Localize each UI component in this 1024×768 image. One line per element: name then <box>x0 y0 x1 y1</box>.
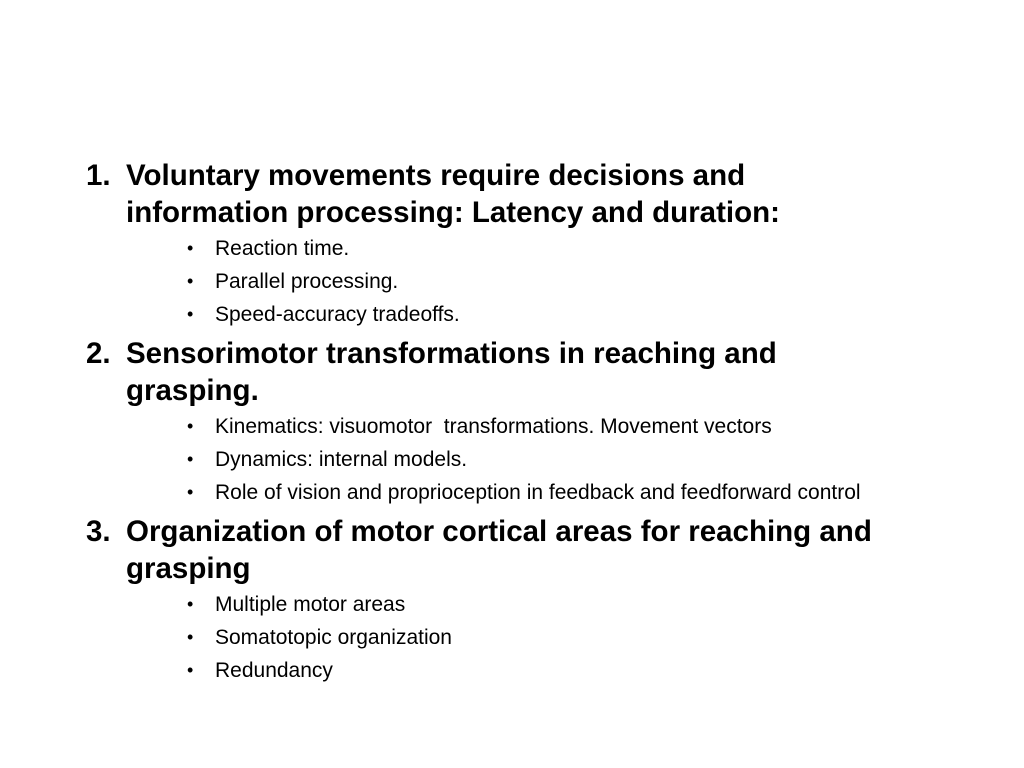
topic-heading <box>86 157 986 231</box>
bullet-text: Parallel processing. <box>215 270 399 293</box>
bullet-text: Reaction time. <box>215 237 350 260</box>
topic-heading <box>86 513 986 587</box>
list-item <box>187 480 986 505</box>
topic-title: Organization of motor cortical areas for reaching and grasping <box>126 515 872 585</box>
bullet-icon: • <box>187 238 194 258</box>
bullet-icon: • <box>187 271 194 291</box>
bullet-text: Somatotopic organization <box>215 626 452 649</box>
bullet-icon: • <box>187 482 194 502</box>
bullet-list <box>187 236 986 327</box>
bullet-icon: • <box>187 627 194 647</box>
topic-number: 2. <box>86 337 111 370</box>
bullet-text: Kinematics: visuomotor transformations. Movement vectors <box>215 415 772 438</box>
bullet-icon: • <box>187 449 194 469</box>
topic-2 <box>86 335 986 505</box>
bullet-text: Speed-accuracy tradeoffs. <box>215 303 460 326</box>
bullet-text: Redundancy <box>215 659 333 682</box>
list-item <box>187 269 986 294</box>
bullet-icon: • <box>187 304 194 324</box>
list-item <box>187 625 986 650</box>
bullet-icon: • <box>187 660 194 680</box>
bullet-text: Role of vision and proprioception in feedback and feedforward control <box>215 481 861 504</box>
list-item <box>187 658 986 683</box>
bullet-icon: • <box>187 416 194 436</box>
list-item <box>187 414 986 439</box>
topic-1 <box>86 157 986 327</box>
bullet-text: Dynamics: internal models. <box>215 448 468 471</box>
bullet-icon: • <box>187 594 194 614</box>
bullet-list <box>187 592 986 683</box>
topic-number: 1. <box>86 159 111 192</box>
topic-3 <box>86 513 986 683</box>
bullet-text: Multiple motor areas <box>215 593 406 616</box>
topic-heading <box>86 335 986 409</box>
outline-list <box>86 157 986 691</box>
list-item <box>187 592 986 617</box>
list-item <box>187 236 986 261</box>
list-item <box>187 302 986 327</box>
bullet-list <box>187 414 986 505</box>
topic-title: Voluntary movements require decisions and information processing: Latency and duration: <box>126 159 780 229</box>
topic-number: 3. <box>86 515 111 548</box>
topic-title: Sensorimotor transformations in reaching and grasping. <box>126 337 777 407</box>
list-item <box>187 447 986 472</box>
